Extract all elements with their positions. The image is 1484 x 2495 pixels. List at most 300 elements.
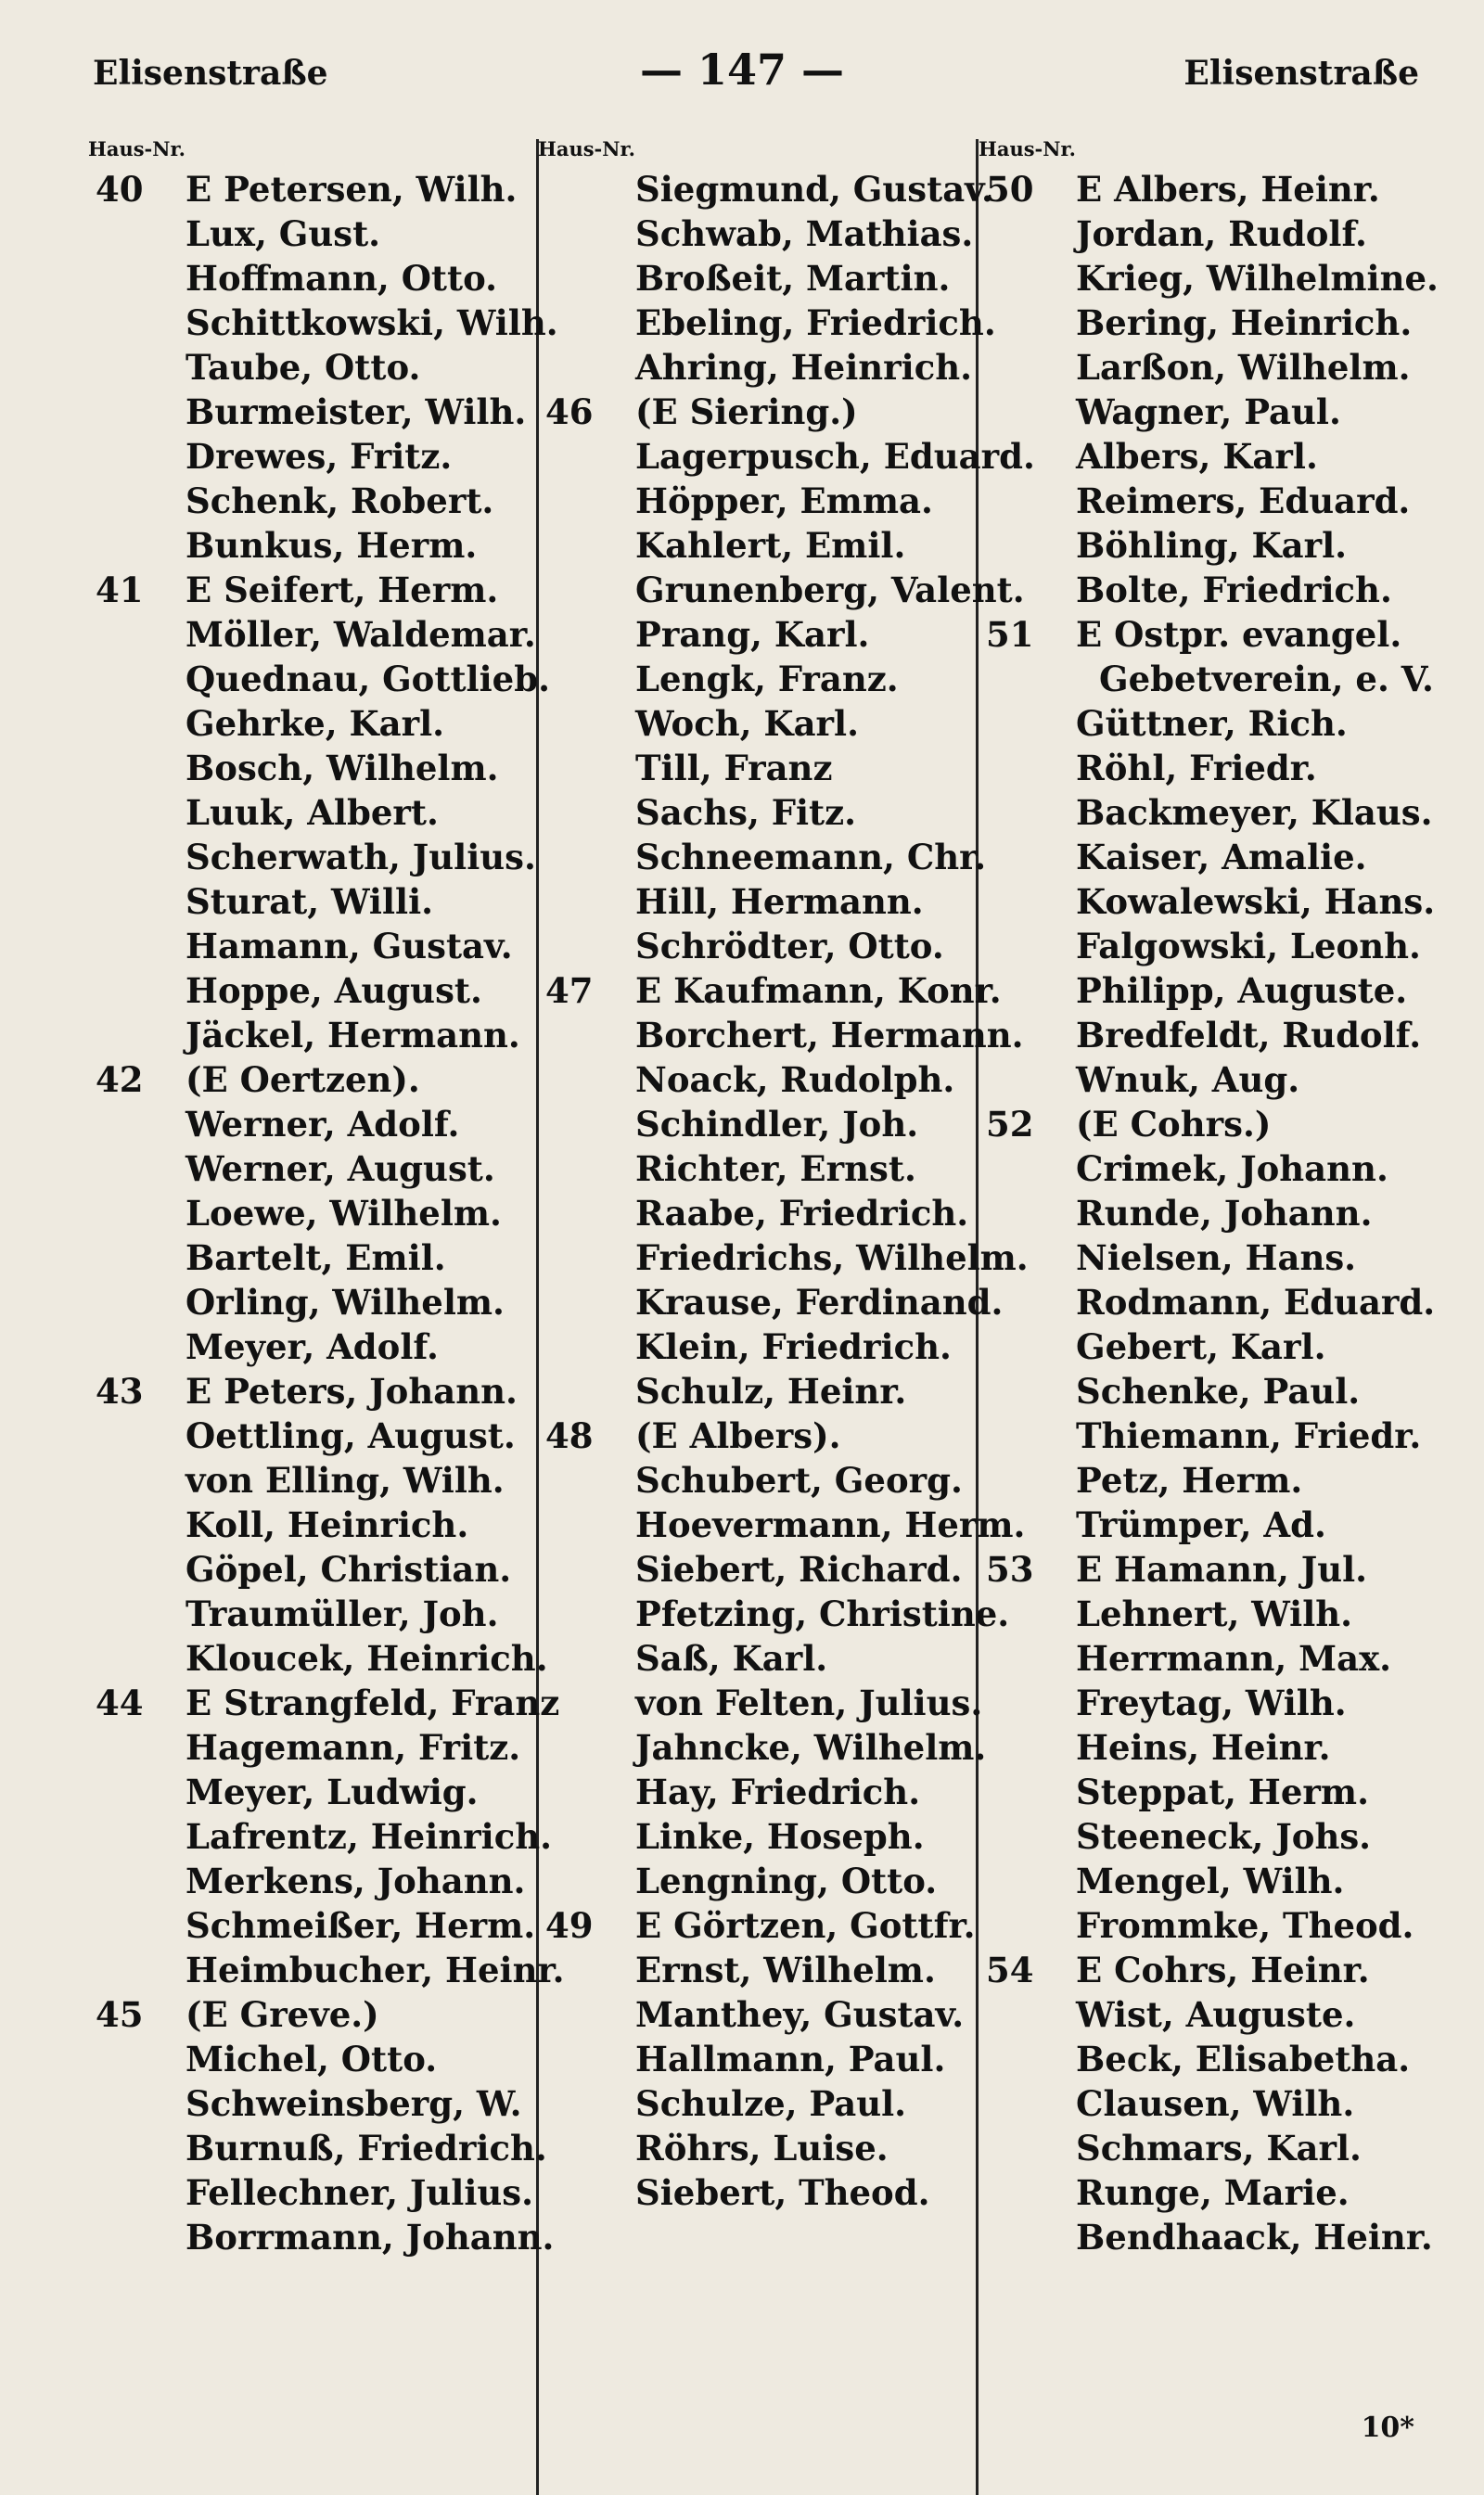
list-item: [538, 434, 1035, 479]
resident-name: Kaiser, Amalie.: [1076, 837, 1367, 877]
list-item: [88, 790, 533, 835]
house-number: 51: [986, 614, 1034, 655]
list-item: [979, 256, 1461, 301]
list-item: [979, 301, 1461, 345]
resident-name: Backmeyer, Klaus.: [1076, 792, 1433, 833]
resident-name: Sturat, Willi.: [186, 881, 434, 922]
header-street-right: Elisenstraße: [1183, 54, 1419, 93]
list-item: [538, 1102, 974, 1146]
resident-name: Scherwath, Julius.: [186, 837, 536, 877]
resident-name: Steppat, Herm.: [1076, 1772, 1369, 1812]
resident-name: Taube, Otto.: [186, 347, 421, 388]
column-1: [88, 132, 565, 2259]
list-item: [979, 657, 1461, 701]
list-item: [88, 1102, 533, 1146]
list-item: [88, 1814, 553, 1859]
house-number: 40: [96, 169, 144, 210]
resident-name: Hoffmann, Otto.: [186, 258, 498, 299]
resident-name: Philipp, Auguste.: [1076, 970, 1408, 1011]
resident-name: Böhling, Karl.: [1076, 525, 1348, 566]
list-item: [538, 1903, 974, 1948]
list-item: [538, 1948, 974, 1992]
list-item: [88, 1770, 533, 1814]
resident-name: Wnuk, Aug.: [1076, 1059, 1300, 1100]
list-item: [979, 1235, 1461, 1280]
resident-name: Bredfeldt, Rudolf.: [1076, 1015, 1422, 1056]
list-item: [538, 167, 993, 211]
resident-name: Hay, Friedrich.: [635, 1772, 921, 1812]
list-item: [979, 390, 1461, 434]
list-item: [979, 790, 1461, 835]
resident-name: Mengel, Wilh.: [1076, 1861, 1345, 1901]
resident-name: (E Albers).: [635, 1415, 841, 1456]
list-item: [538, 256, 974, 301]
house-number: 43: [96, 1371, 144, 1412]
resident-name: E Görtzen, Gottfr.: [635, 1905, 976, 1946]
resident-name: Linke, Hoseph.: [635, 1816, 925, 1857]
resident-name: Krieg, Wilhelmine.: [1076, 258, 1439, 299]
list-item: [979, 968, 1461, 1013]
resident-name: (E Siering.): [635, 391, 858, 432]
resident-name: Borrmann, Johann.: [186, 2217, 555, 2258]
resident-name: Nielsen, Hans.: [1076, 1237, 1357, 1278]
list-item: [538, 924, 974, 968]
list-item: [88, 1414, 533, 1458]
resident-name: Loewe, Wilhelm.: [186, 1193, 502, 1234]
list-item: [88, 1013, 533, 1057]
resident-name: Schenke, Paul.: [1076, 1371, 1361, 1412]
resident-name: E Cohrs, Heinr.: [1076, 1950, 1370, 1990]
resident-name: Bartelt, Emil.: [186, 1237, 446, 1278]
resident-name: von Elling, Wilh.: [186, 1460, 505, 1501]
list-item: [538, 1547, 974, 1592]
resident-name: E Albers, Heinr.: [1076, 169, 1380, 210]
list-item: [979, 1948, 1461, 1992]
list-item: [88, 568, 533, 612]
list-item: [538, 390, 974, 434]
resident-name: Jäckel, Hermann.: [186, 1015, 520, 1056]
list-item: [538, 1235, 1029, 1280]
resident-name: Siebert, Theod.: [635, 2172, 930, 2213]
list-item: [538, 1191, 974, 1235]
resident-name: Jahncke, Wilhelm.: [635, 1727, 987, 1768]
list-item: [979, 1458, 1461, 1503]
resident-name: Rodmann, Eduard.: [1076, 1282, 1436, 1323]
resident-name: Pfetzing, Christine.: [635, 1593, 1010, 1634]
resident-name: E Peters, Johann.: [186, 1371, 518, 1412]
list-item: [88, 301, 558, 345]
resident-name: Broßeit, Martin.: [635, 258, 951, 299]
list-item: [88, 211, 533, 256]
list-item: [88, 1146, 533, 1191]
resident-name: Lagerpusch, Eduard.: [635, 436, 1035, 477]
list-item: [88, 523, 533, 568]
list-item: [979, 211, 1461, 256]
list-item: [538, 790, 974, 835]
resident-name: Gehrke, Karl.: [186, 703, 445, 744]
list-item: [979, 523, 1461, 568]
resident-name: Bendhaack, Heinr.: [1076, 2217, 1433, 2258]
list-item: [88, 1992, 533, 2037]
list-item: [979, 1859, 1461, 1903]
list-item: [538, 568, 1025, 612]
list-item: [538, 612, 974, 657]
list-item: [538, 1592, 1010, 1636]
house-number: 47: [545, 970, 594, 1011]
resident-name: Prang, Karl.: [635, 614, 870, 655]
resident-name: Oettling, August.: [186, 1415, 516, 1456]
resident-name: Krause, Ferdinand.: [635, 1282, 1004, 1323]
list-item: [538, 1369, 974, 1414]
resident-name: Manthey, Gustav.: [635, 1994, 965, 2035]
resident-name: Kowalewski, Hans.: [1076, 881, 1436, 922]
list-item: [88, 835, 536, 879]
column-3: [979, 132, 1461, 2259]
list-item: [538, 835, 987, 879]
list-item: [979, 1013, 1461, 1057]
resident-name: E Strangfeld, Franz: [186, 1683, 560, 1723]
resident-name: Lafrentz, Heinrich.: [186, 1816, 553, 1857]
resident-name: Klein, Friedrich.: [635, 1326, 952, 1367]
house-number: 46: [545, 391, 594, 432]
list-item: [979, 1191, 1461, 1235]
resident-name: Schrödter, Otto.: [635, 926, 944, 966]
resident-name: Bosch, Wilhelm.: [186, 748, 499, 788]
resident-name: Crimek, Johann.: [1076, 1148, 1388, 1189]
list-item: [88, 1948, 565, 1992]
list-item: [88, 1503, 533, 1547]
list-item: [979, 434, 1461, 479]
resident-name: Heins, Heinr.: [1076, 1727, 1331, 1768]
resident-name: Werner, Adolf.: [186, 1104, 460, 1145]
resident-name: Hamann, Gustav.: [186, 926, 513, 966]
resident-name: Hallmann, Paul.: [635, 2039, 946, 2079]
resident-name: Albers, Karl.: [1076, 436, 1318, 477]
list-item: [88, 1681, 560, 1725]
haus-nr-label: Haus-Nr.: [88, 137, 186, 160]
resident-name: Möller, Waldemar.: [186, 614, 536, 655]
list-item: [88, 167, 533, 211]
resident-name: Bering, Heinrich.: [1076, 302, 1413, 343]
resident-name: Kahlert, Emil.: [635, 525, 906, 566]
resident-name: Larßon, Wilhelm.: [1076, 347, 1411, 388]
resident-name: Till, Franz: [635, 748, 833, 788]
list-item: [538, 1770, 974, 1814]
list-item: [979, 568, 1461, 612]
list-item: [979, 1681, 1461, 1725]
list-item: [88, 1191, 533, 1235]
list-item: [538, 746, 974, 790]
list-item: [538, 1992, 974, 2037]
resident-name: Saß, Karl.: [635, 1638, 828, 1679]
resident-name: Meyer, Adolf.: [186, 1326, 439, 1367]
list-item: [979, 1992, 1461, 2037]
list-item: [979, 1725, 1461, 1770]
list-item: [979, 1592, 1461, 1636]
resident-name: Schulze, Paul.: [635, 2083, 907, 2124]
resident-name: Sachs, Fitz.: [635, 792, 857, 833]
resident-name: Frommke, Theod.: [1076, 1905, 1414, 1946]
resident-name: Kloucek, Heinrich.: [186, 1638, 548, 1679]
resident-name: Gebert, Karl.: [1076, 1326, 1326, 1367]
resident-name: E Kaufmann, Konr.: [635, 970, 1002, 1011]
resident-name: Güttner, Rich.: [1076, 703, 1348, 744]
resident-name: Borchert, Hermann.: [635, 1015, 1024, 1056]
signature-mark: 10*: [1361, 2412, 1414, 2444]
resident-name: Schwab, Mathias.: [635, 213, 974, 254]
house-number: 48: [545, 1415, 594, 1456]
list-item: [979, 1057, 1461, 1102]
list-item: [88, 1547, 533, 1592]
list-item: [88, 2215, 555, 2259]
list-item: [88, 612, 536, 657]
resident-name: Falgowski, Leonh.: [1076, 926, 1421, 966]
resident-name: Merkens, Johann.: [186, 1861, 526, 1901]
list-item: [979, 746, 1461, 790]
resident-name: Schweinsberg, W.: [186, 2083, 522, 2124]
resident-name: Lehnert, Wilh.: [1076, 1593, 1353, 1634]
list-item: [979, 1324, 1461, 1369]
list-item: [538, 1681, 983, 1725]
list-item: [538, 1859, 974, 1903]
haus-nr-label: Haus-Nr.: [979, 137, 1076, 160]
resident-name: Richter, Ernst.: [635, 1148, 916, 1189]
list-item: [979, 167, 1461, 211]
list-item: [88, 2126, 547, 2170]
list-item: [538, 1458, 974, 1503]
house-number: 49: [545, 1905, 594, 1946]
resident-name: Lengning, Otto.: [635, 1861, 938, 1901]
list-item: [979, 1636, 1461, 1681]
house-number: 41: [96, 569, 144, 610]
list-item: [88, 1636, 548, 1681]
list-item: [88, 1369, 533, 1414]
resident-name: Runde, Johann.: [1076, 1193, 1373, 1234]
resident-name: Schittkowski, Wilh.: [186, 302, 558, 343]
resident-name: Bolte, Friedrich.: [1076, 569, 1392, 610]
resident-name: Trümper, Ad.: [1076, 1504, 1326, 1545]
resident-name: Hagemann, Fritz.: [186, 1727, 521, 1768]
resident-name: Michel, Otto.: [186, 2039, 438, 2079]
haus-nr-label: Haus-Nr.: [538, 137, 635, 160]
resident-name: Siebert, Richard.: [635, 1549, 963, 1590]
resident-name: Drewes, Fritz.: [186, 436, 453, 477]
resident-name: Siegmund, Gustav.: [635, 169, 993, 210]
list-item: [88, 1903, 536, 1948]
resident-name: Runge, Marie.: [1076, 2172, 1350, 2213]
resident-name: Ahring, Heinrich.: [635, 347, 973, 388]
house-number: 50: [986, 169, 1034, 210]
page-number: — 147 —: [639, 45, 845, 95]
list-item: [88, 434, 533, 479]
list-item: [979, 345, 1461, 390]
resident-name: Schindler, Joh.: [635, 1104, 919, 1145]
resident-name: Woch, Karl.: [635, 703, 859, 744]
resident-name: Freytag, Wilh.: [1076, 1683, 1347, 1723]
resident-name: Herrmann, Max.: [1076, 1638, 1392, 1679]
list-item: [979, 2126, 1461, 2170]
resident-name: Burmeister, Wilh.: [186, 391, 527, 432]
resident-name: E Petersen, Wilh.: [186, 169, 518, 210]
resident-name: Grunenberg, Valent.: [635, 569, 1025, 610]
list-item: [88, 924, 533, 968]
resident-name: E Ostpr. evangel.: [1076, 614, 1402, 655]
resident-name: Quednau, Gottlieb.: [186, 659, 550, 699]
resident-name: E Seifert, Herm.: [186, 569, 499, 610]
list-item: [979, 1102, 1461, 1146]
resident-name: Ernst, Wilhelm.: [635, 1950, 936, 1990]
resident-name: Lengk, Franz.: [635, 659, 899, 699]
list-item: [979, 2170, 1461, 2215]
list-item: [88, 1592, 533, 1636]
resident-name: Ebeling, Friedrich.: [635, 302, 996, 343]
resident-name: Orling, Wilhelm.: [186, 1282, 505, 1323]
list-item: [88, 479, 533, 523]
house-number: 54: [986, 1950, 1034, 1990]
list-item: [88, 1280, 533, 1324]
list-item: [979, 1903, 1461, 1948]
list-item: [979, 879, 1461, 924]
list-item: [88, 2170, 533, 2215]
house-number: 53: [986, 1549, 1034, 1590]
list-item: [538, 211, 974, 256]
list-item: [88, 1725, 533, 1770]
header-street-left: Elisenstraße: [93, 54, 328, 93]
list-item: [538, 968, 1002, 1013]
resident-name: Beck, Elisabetha.: [1076, 2039, 1411, 2079]
list-item: [979, 2081, 1461, 2126]
resident-name: Meyer, Ludwig.: [186, 1772, 479, 1812]
list-item: [538, 345, 974, 390]
resident-name: Hoppe, August.: [186, 970, 482, 1011]
resident-name: Schenk, Robert.: [186, 480, 494, 521]
resident-name: Schneemann, Chr.: [635, 837, 987, 877]
list-item: [979, 2037, 1461, 2081]
list-item: [88, 701, 533, 746]
list-item: [979, 701, 1461, 746]
list-item: [88, 256, 533, 301]
resident-name: Traumüller, Joh.: [186, 1593, 499, 1634]
resident-name: E Hamann, Jul.: [1076, 1549, 1368, 1590]
resident-name: Fellechner, Julius.: [186, 2172, 534, 2213]
list-item: [538, 1324, 974, 1369]
resident-name: Steeneck, Johs.: [1076, 1816, 1372, 1857]
resident-name: Wagner, Paul.: [1076, 391, 1341, 432]
list-item: [88, 879, 533, 924]
list-item: [88, 657, 550, 701]
list-item: [979, 1814, 1461, 1859]
list-item: [538, 1503, 1026, 1547]
resident-name: (E Greve.): [186, 1994, 379, 2035]
resident-name: Hoevermann, Herm.: [635, 1504, 1026, 1545]
list-item: [538, 479, 974, 523]
list-item: [979, 1369, 1461, 1414]
list-item: [88, 1859, 533, 1903]
list-item: [88, 345, 533, 390]
list-item: [979, 1146, 1461, 1191]
list-item: [88, 2081, 533, 2126]
list-item: [538, 1013, 1024, 1057]
list-item: [979, 924, 1461, 968]
resident-name: Hill, Hermann.: [635, 881, 924, 922]
list-item: [538, 1414, 974, 1458]
list-item: [88, 390, 533, 434]
resident-name: Luuk, Albert.: [186, 792, 439, 833]
list-item: [88, 1458, 533, 1503]
list-item: [538, 1057, 974, 1102]
list-item: [538, 657, 974, 701]
list-item: [538, 523, 974, 568]
list-item: [979, 835, 1461, 879]
list-item: [88, 746, 533, 790]
resident-name: Raabe, Friedrich.: [635, 1193, 969, 1234]
list-item: [538, 701, 974, 746]
house-number: 52: [986, 1104, 1034, 1145]
list-item: [538, 301, 996, 345]
resident-name: Schmeißer, Herm.: [186, 1905, 536, 1946]
list-item: [88, 1057, 533, 1102]
list-item: [979, 612, 1461, 657]
resident-name: Höpper, Emma.: [635, 480, 933, 521]
list-item: [979, 479, 1461, 523]
resident-name: Röhrs, Luise.: [635, 2128, 889, 2169]
resident-name: Noack, Rudolph.: [635, 1059, 955, 1100]
list-item: [979, 1547, 1461, 1592]
house-number: 45: [96, 1994, 144, 2035]
list-item: [538, 1636, 974, 1681]
house-number: 44: [96, 1683, 144, 1723]
list-item: [538, 2081, 974, 2126]
resident-name: Göpel, Christian.: [186, 1549, 512, 1590]
list-item: [88, 968, 533, 1013]
list-item: [979, 1414, 1461, 1458]
resident-name: Schmars, Karl.: [1076, 2128, 1362, 2169]
list-item: [88, 2037, 533, 2081]
list-item: [979, 1770, 1461, 1814]
list-item: [538, 879, 974, 924]
resident-name: Clausen, Wilh.: [1076, 2083, 1355, 2124]
resident-name: Burnuß, Friedrich.: [186, 2128, 547, 2169]
list-item: [88, 1235, 533, 1280]
resident-name: Schulz, Heinr.: [635, 1371, 907, 1412]
resident-name: von Felten, Julius.: [635, 1683, 983, 1723]
list-item: [979, 1280, 1461, 1324]
resident-name: Koll, Heinrich.: [186, 1504, 469, 1545]
house-number: 42: [96, 1059, 144, 1100]
resident-name: Heimbucher, Heinr.: [186, 1950, 565, 1990]
resident-name: Petz, Herm.: [1076, 1460, 1303, 1501]
list-item: [88, 1324, 533, 1369]
resident-name: Gebetverein, e. V.: [1099, 659, 1434, 699]
list-item: [538, 2037, 974, 2081]
resident-name: (E Cohrs.): [1076, 1104, 1272, 1145]
list-item: [538, 1280, 1004, 1324]
resident-name: Wist, Auguste.: [1076, 1994, 1356, 2035]
resident-name: Lux, Gust.: [186, 213, 381, 254]
list-item: [538, 2170, 974, 2215]
list-item: [538, 1725, 987, 1770]
resident-name: Jordan, Rudolf.: [1076, 213, 1367, 254]
resident-name: Werner, August.: [186, 1148, 495, 1189]
list-item: [979, 1503, 1461, 1547]
list-item: [538, 2126, 974, 2170]
list-item: [538, 1814, 974, 1859]
list-item: [538, 1146, 974, 1191]
resident-name: Reimers, Eduard.: [1076, 480, 1411, 521]
resident-name: (E Oertzen).: [186, 1059, 420, 1100]
resident-name: Friedrichs, Wilhelm.: [635, 1237, 1029, 1278]
resident-name: Thiemann, Friedr.: [1076, 1415, 1422, 1456]
